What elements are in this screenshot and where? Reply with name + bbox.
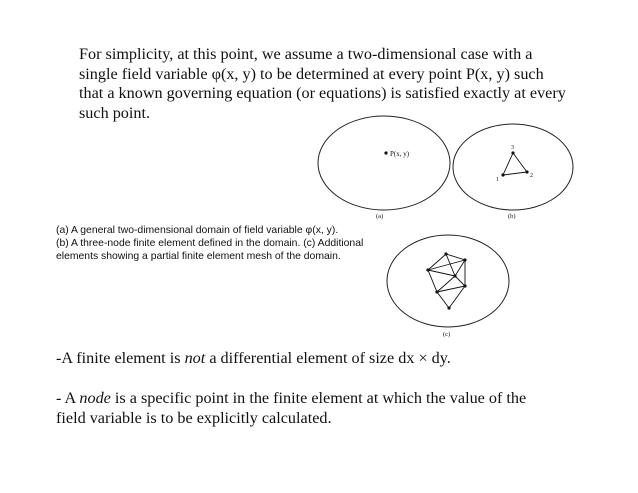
node-definition: [56, 389, 576, 428]
finite-element-definition: [56, 349, 451, 368]
node-marker-1: [501, 173, 504, 176]
para1-line: [56, 349, 451, 368]
node-marker-3: [511, 151, 514, 154]
caption-line: elements showing a partial finite element mesh of the domain.: [56, 250, 341, 262]
node-label-2: 2: [530, 173, 533, 179]
node-label-1: 1: [496, 177, 499, 183]
caption-line: (a) A general two-dimensional domain of field variable φ(x, y).: [56, 225, 339, 236]
figure-label-c: (c): [443, 331, 451, 338]
intro-line: that a known governing equation (or equations) is satisfied exactly at every: [79, 84, 566, 103]
domain-b-ellipse: [453, 124, 573, 210]
figure-label-a: (a): [376, 213, 384, 220]
para2-line1-rest: is a specific point in the finite element at which the value of the: [110, 389, 527, 407]
finite-element-mesh: [428, 254, 465, 308]
para2-emph: node: [79, 389, 111, 407]
para2-prefix: - A: [56, 389, 80, 407]
para1-prefix: -A finite element is: [56, 349, 185, 367]
para1-suffix: a differential element of size dx × dy.: [205, 349, 451, 367]
figure-label-b: (b): [508, 213, 516, 220]
node-label-3: 3: [511, 145, 514, 151]
para2-line: field variable is to be explicitly calculated.: [56, 408, 332, 427]
domain-c-ellipse: [387, 235, 509, 327]
para2-line: [56, 389, 576, 409]
caption-line: (b) A three-node finite element defined in the domain. (c) Additional: [56, 237, 364, 249]
intro-line: For simplicity, at this point, we assume a two-dimensional case with a: [79, 45, 533, 63]
para1-emph: not: [184, 349, 206, 367]
node-marker-2: [525, 170, 528, 173]
three-node-element: [503, 153, 527, 175]
intro-line: single field variable φ(x, y) to be determined at every point P(x, y) such: [79, 64, 544, 83]
point-p-label: P(x, y): [390, 150, 410, 158]
point-p-marker: [384, 151, 387, 154]
intro-line: such point.: [79, 103, 151, 122]
domain-a-ellipse: [318, 116, 450, 210]
